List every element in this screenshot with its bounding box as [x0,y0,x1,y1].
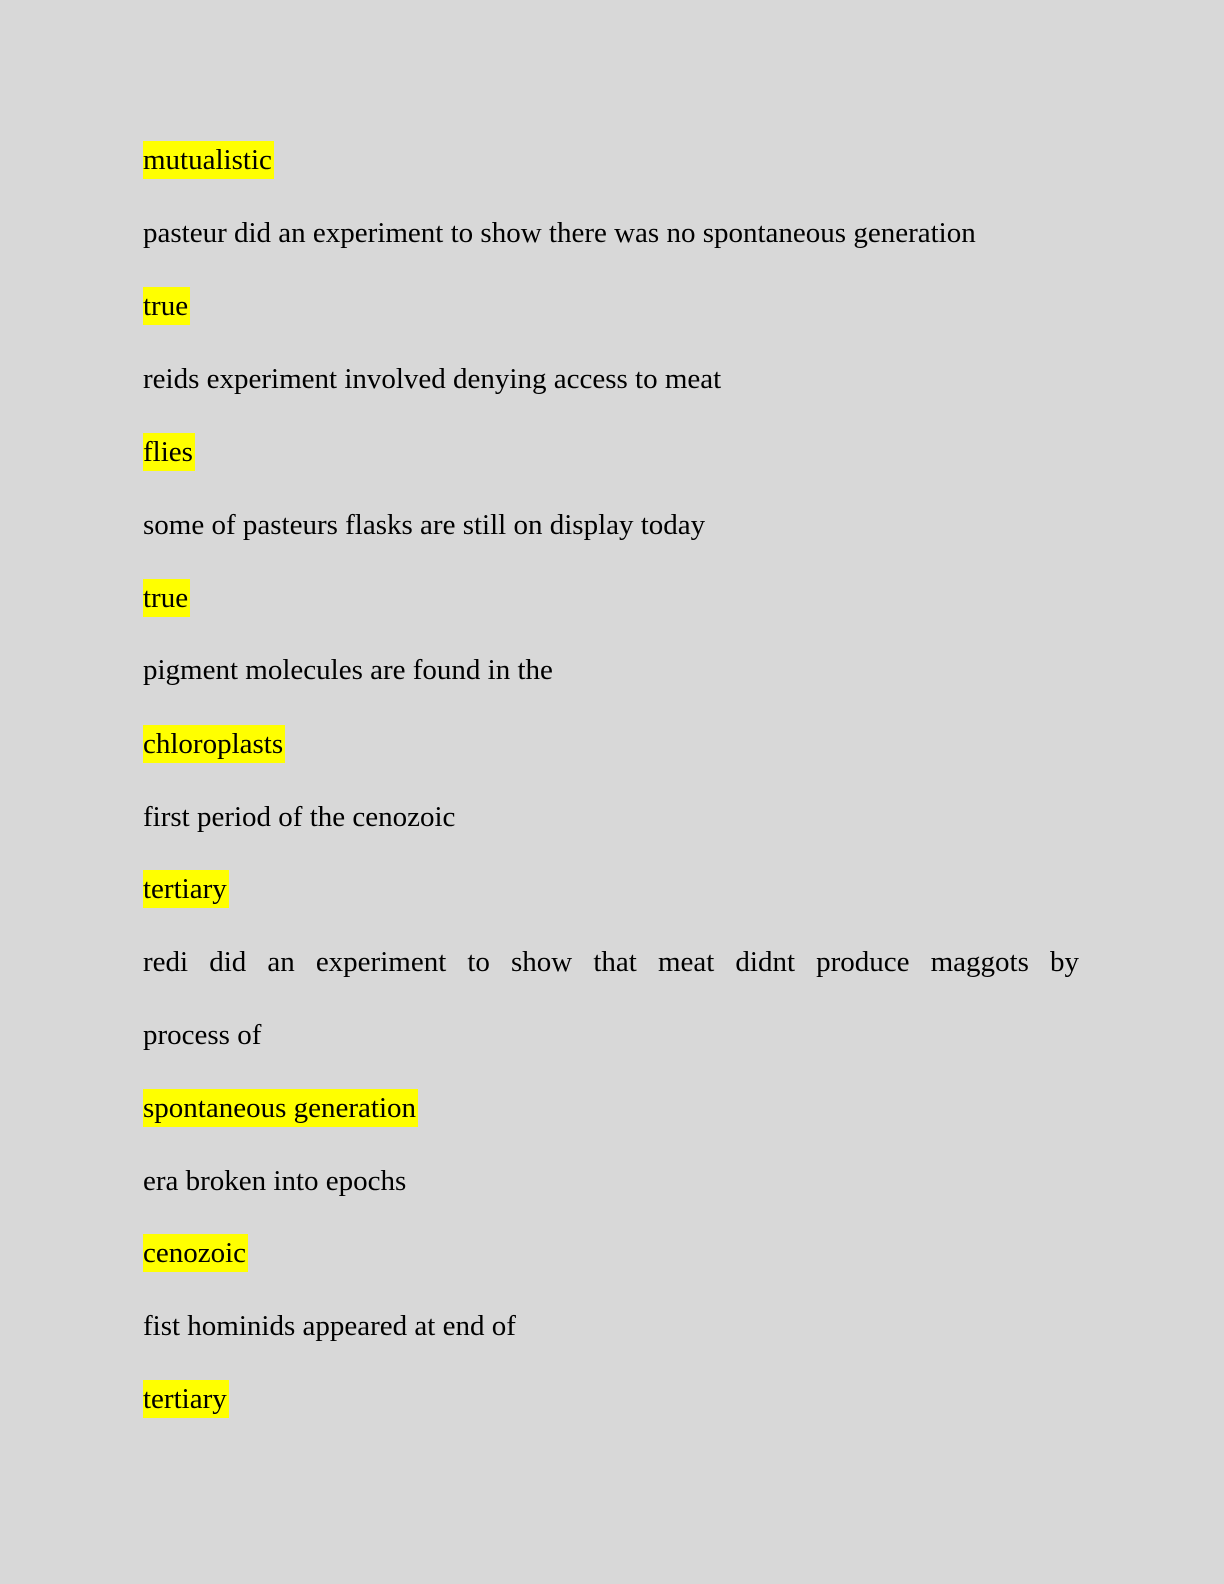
answer-line [143,579,190,617]
highlighted-answer: cenozoic [143,1234,248,1272]
word: produce [816,946,910,978]
word: by [1049,946,1079,978]
answer-line [143,1234,248,1272]
answer-line [143,141,274,179]
word: experiment [315,946,447,978]
word: show [511,946,573,978]
question-line: pigment molecules are found in the [143,654,553,686]
highlighted-answer: flies [143,433,195,471]
word: maggots [930,946,1029,978]
highlighted-answer: true [143,287,190,325]
highlighted-answer: chloroplasts [143,725,285,763]
question-line: pasteur did an experiment to show there was no spontaneous generation [143,217,976,249]
word: redi [143,946,189,978]
highlighted-answer: mutualistic [143,141,274,179]
answer-line [143,433,195,471]
question-line-continuation: process of [143,1019,262,1051]
question-line-justified [143,943,1079,981]
highlighted-answer: spontaneous generation [143,1089,418,1127]
word: didnt [735,946,796,978]
question-line: fist hominids appeared at end of [143,1310,516,1342]
highlighted-answer: tertiary [143,870,229,908]
highlighted-answer: true [143,579,190,617]
answer-line [143,1089,418,1127]
question-line: first period of the cenozoic [143,801,456,833]
answer-line [143,1380,229,1418]
word: to [467,946,490,978]
word: an [267,946,295,978]
word: that [593,946,637,978]
question-line: reids experiment involved denying access to meat [143,363,722,395]
answer-line [143,287,190,325]
question-line: era broken into epochs [143,1165,407,1197]
highlighted-answer: tertiary [143,1380,229,1418]
question-line: some of pasteurs flasks are still on display today [143,509,706,541]
answer-line [143,725,285,763]
word: did [209,946,247,978]
word: meat [657,946,715,978]
answer-line [143,870,229,908]
